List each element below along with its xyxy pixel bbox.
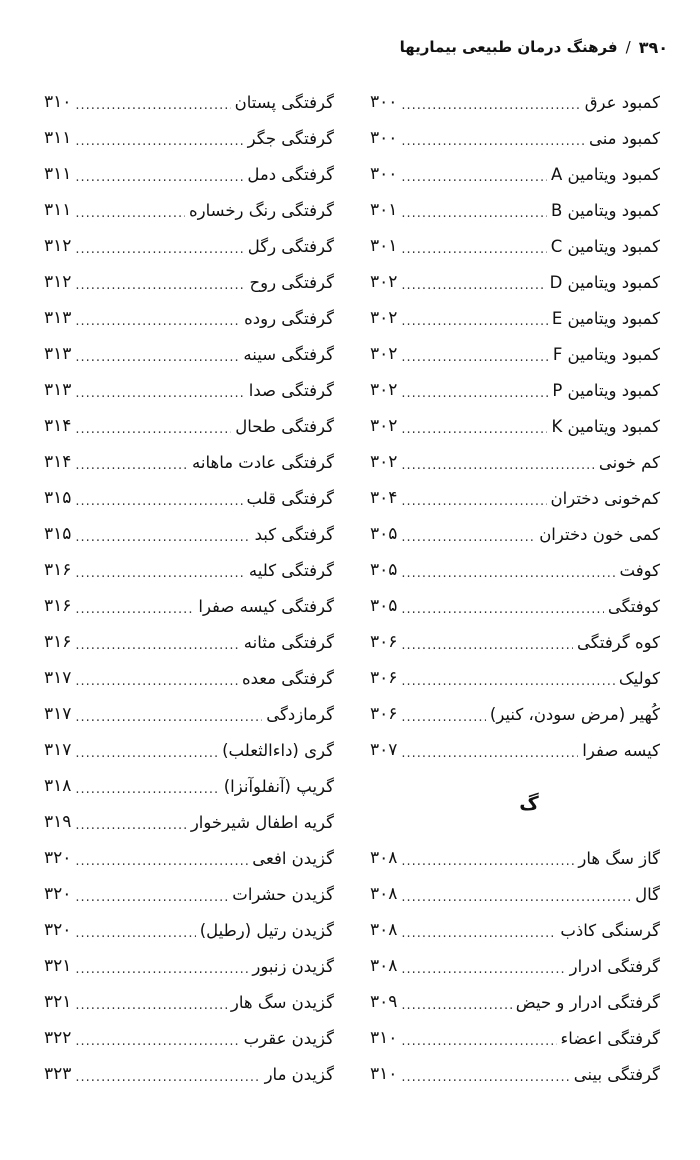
entry-term: کوفتگی	[607, 596, 660, 616]
dot-leader	[401, 458, 594, 473]
entry-term: گرمازدگی	[266, 704, 334, 724]
index-entry	[370, 1056, 660, 1092]
index-entry	[370, 300, 660, 336]
dot-leader	[75, 710, 262, 725]
entry-term: کم خونی	[598, 452, 660, 472]
index-entry	[44, 336, 334, 372]
entry-term: گرفتگی قلب	[246, 488, 334, 508]
entry-page-number: ۳۰۲	[370, 416, 398, 436]
entry-term: کمبود ویتامین E	[551, 308, 660, 328]
entry-term: گرفتگی عادت ماهانه	[192, 452, 334, 472]
index-entry	[370, 876, 660, 912]
entry-term: گرفتگی طحال	[235, 416, 334, 436]
entry-term: کمبود ویتامین P	[552, 380, 660, 400]
index-entry	[370, 228, 660, 264]
index-entry	[44, 660, 334, 696]
entry-page-number: ۳۰۵	[370, 524, 398, 544]
dot-leader	[75, 134, 243, 149]
dot-leader	[401, 494, 546, 509]
dot-leader	[75, 566, 245, 581]
dot-leader	[401, 314, 547, 329]
section-letter: گ	[519, 793, 539, 815]
entry-term: کمبود ویتامین C	[550, 236, 660, 256]
index-entry	[370, 336, 660, 372]
entry-page-number: ۳۰۶	[370, 632, 398, 652]
dot-leader	[401, 206, 547, 221]
section-letter-heading	[370, 768, 660, 840]
index-entry	[44, 372, 334, 408]
index-entry	[44, 408, 334, 444]
entry-term: کیسه صفرا	[582, 740, 660, 760]
entry-page-number: ۳۱۵	[44, 488, 72, 508]
book-title: فرهنگ درمان طبیعی بیماریها	[399, 38, 618, 56]
entry-term: گری (داءالثعلب)	[222, 740, 334, 760]
entry-page-number: ۳۰۰	[370, 164, 398, 184]
entry-term: گزیدن عقرب	[243, 1028, 334, 1048]
dot-leader	[75, 854, 248, 869]
entry-page-number: ۳۱۰	[370, 1028, 398, 1048]
entry-page-number: ۳۱۱	[44, 200, 72, 220]
entry-term: گرفتگی رنگ رخساره	[188, 200, 334, 220]
entry-page-number: ۳۰۲	[370, 308, 398, 328]
entry-term: گرفتگی ادرار و حیض	[515, 992, 660, 1012]
entry-term: کوفت	[619, 560, 660, 580]
entry-page-number: ۳۰۰	[370, 92, 398, 112]
entry-page-number: ۳۱۴	[44, 416, 72, 436]
index-entry	[370, 912, 660, 948]
dot-leader	[75, 890, 228, 905]
dot-leader	[75, 422, 231, 437]
entry-page-number: ۳۱۲	[44, 236, 72, 256]
dot-leader	[401, 998, 511, 1013]
entry-page-number: ۳۰۲	[370, 452, 398, 472]
entry-page-number: ۳۰۹	[370, 992, 398, 1012]
entry-page-number: ۳۲۰	[44, 920, 72, 940]
dot-leader	[75, 746, 218, 761]
index-entry	[44, 768, 334, 804]
entry-term: گرفتگی کبد	[254, 524, 334, 544]
index-entry	[370, 120, 660, 156]
dot-leader	[75, 458, 188, 473]
dot-leader	[401, 602, 603, 617]
entry-term: گرفتگی جگر	[247, 128, 334, 148]
dot-leader	[401, 1034, 556, 1049]
entry-page-number: ۳۰۵	[370, 560, 398, 580]
index-entry	[44, 624, 334, 660]
entry-term: گزیدن زنبور	[252, 956, 334, 976]
dot-leader	[401, 638, 573, 653]
entry-page-number: ۳۰۵	[370, 596, 398, 616]
entry-term: کمی خون دختران	[539, 524, 660, 544]
entry-term: کمبود ویتامین A	[551, 164, 660, 184]
entry-term: گزیدن سگ هار	[230, 992, 334, 1012]
dot-leader	[75, 674, 238, 689]
index-column-right	[370, 84, 660, 1092]
page-number: ۳۹۰	[638, 37, 668, 57]
entry-page-number: ۳۲۰	[44, 884, 72, 904]
dot-leader	[401, 1070, 569, 1085]
dot-leader	[401, 98, 580, 113]
index-entry	[44, 120, 334, 156]
entry-page-number: ۳۰۶	[370, 668, 398, 688]
index-entry	[44, 156, 334, 192]
entry-term: گاز سگ هار	[578, 848, 660, 868]
dot-leader	[75, 206, 185, 221]
index-entry	[370, 84, 660, 120]
dot-leader	[75, 638, 239, 653]
entry-term: گریه اطفال شیرخوار	[190, 812, 334, 832]
entry-page-number: ۳۱۹	[44, 812, 72, 832]
dot-leader	[401, 566, 615, 581]
dot-leader	[75, 1070, 260, 1085]
index-entry	[370, 516, 660, 552]
entry-term: گریپ (آنفلوآنزا)	[223, 776, 334, 796]
dot-leader	[401, 278, 545, 293]
dot-leader	[75, 602, 194, 617]
entry-term: کم‌خونی دختران	[550, 488, 660, 508]
entry-term: گرفتگی کلیه	[248, 560, 334, 580]
entry-term: گزیدن رتیل (رطیل)	[199, 920, 334, 940]
index-entry	[44, 480, 334, 516]
entry-page-number: ۳۰۱	[370, 200, 398, 220]
entry-term: گزیدن افعی	[252, 848, 334, 868]
dot-leader	[75, 818, 186, 833]
index-entry	[370, 588, 660, 624]
index-entry	[44, 948, 334, 984]
entry-term: کمبود ویتامین B	[550, 200, 660, 220]
entry-term: گرفتگی مثانه	[243, 632, 334, 652]
entry-term: گرفتگی سینه	[243, 344, 334, 364]
index-entry	[44, 552, 334, 588]
entry-page-number: ۳۰۸	[370, 848, 398, 868]
entry-page-number: ۳۱۲	[44, 272, 72, 292]
dot-leader	[401, 746, 578, 761]
dot-leader	[75, 494, 242, 509]
entry-page-number: ۳۱۳	[44, 380, 72, 400]
dot-leader	[401, 962, 565, 977]
index-entry	[370, 552, 660, 588]
entry-page-number: ۳۰۷	[370, 740, 398, 760]
entry-page-number: ۳۱۷	[44, 668, 72, 688]
dot-leader	[401, 890, 631, 905]
entry-term: کمبود ویتامین D	[549, 272, 660, 292]
dot-leader	[75, 314, 240, 329]
entry-term: گرفتگی رگل	[247, 236, 334, 256]
entry-term: کوه گرفتگی	[577, 632, 660, 652]
entry-page-number: ۳۱۷	[44, 740, 72, 760]
dot-leader	[401, 854, 574, 869]
index-entry	[370, 1020, 660, 1056]
index-entry	[370, 372, 660, 408]
dot-leader	[75, 1034, 239, 1049]
entry-page-number: ۳۰۲	[370, 380, 398, 400]
entry-page-number: ۳۱۱	[44, 128, 72, 148]
entry-term: کمبود عرق	[584, 92, 660, 112]
entry-page-number: ۳۱۷	[44, 704, 72, 724]
entry-term: گرفتگی پستان	[234, 92, 334, 112]
dot-leader	[75, 350, 239, 365]
index-entry	[370, 732, 660, 768]
entry-page-number: ۳۰۱	[370, 236, 398, 256]
index-entry	[44, 588, 334, 624]
running-header	[28, 34, 668, 60]
dot-leader	[75, 782, 219, 797]
entry-page-number: ۳۲۲	[44, 1028, 72, 1048]
entry-page-number: ۳۱۳	[44, 308, 72, 328]
index-entry	[44, 264, 334, 300]
entry-page-number: ۳۰۲	[370, 272, 398, 292]
entry-term: کمبود ویتامین F	[552, 344, 660, 364]
entry-page-number: ۳۰۲	[370, 344, 398, 364]
index-entry	[44, 1020, 334, 1056]
index-entry	[370, 948, 660, 984]
index-entry	[44, 1056, 334, 1092]
entry-page-number: ۳۱۶	[44, 632, 72, 652]
dot-leader	[75, 98, 230, 113]
dot-leader	[75, 530, 250, 545]
dot-leader	[401, 170, 547, 185]
index-entry	[370, 660, 660, 696]
dot-leader	[401, 386, 548, 401]
dot-leader	[75, 242, 243, 257]
entry-page-number: ۳۱۶	[44, 560, 72, 580]
index-entry	[44, 444, 334, 480]
dot-leader	[401, 926, 556, 941]
entry-page-number: ۳۱۳	[44, 344, 72, 364]
index-entry	[370, 408, 660, 444]
entry-page-number: ۳۱۵	[44, 524, 72, 544]
entry-page-number: ۳۲۳	[44, 1064, 72, 1084]
entry-page-number: ۳۱۰	[44, 92, 72, 112]
entry-page-number: ۳۰۰	[370, 128, 398, 148]
entry-page-number: ۳۰۸	[370, 920, 398, 940]
entry-term: گرسنگی کاذب	[560, 920, 660, 940]
entry-page-number: ۳۰۴	[370, 488, 398, 508]
entry-term: گرفتگی روح	[249, 272, 334, 292]
dot-leader	[401, 674, 614, 689]
entry-term: گرفتگی بینی	[573, 1064, 660, 1084]
entry-term: گزیدن مار	[264, 1064, 334, 1084]
entry-term: کمبود ویتامین K	[551, 416, 660, 436]
index-entry	[44, 696, 334, 732]
index-column-left	[44, 84, 334, 1092]
dot-leader	[75, 170, 243, 185]
index-entry	[44, 192, 334, 228]
entry-page-number: ۳۰۸	[370, 884, 398, 904]
entry-term: گرفتگی دمل	[247, 164, 334, 184]
entry-page-number: ۳۱۰	[370, 1064, 398, 1084]
index-entry	[370, 840, 660, 876]
entry-page-number: ۳۰۶	[370, 704, 398, 724]
entry-term: گرفتگی روده	[244, 308, 334, 328]
index-entry	[44, 876, 334, 912]
dot-leader	[401, 530, 535, 545]
index-entry	[44, 984, 334, 1020]
index-entry	[44, 516, 334, 552]
index-entry	[44, 228, 334, 264]
dot-leader	[75, 926, 195, 941]
index-entry	[44, 804, 334, 840]
entry-page-number: ۳۱۴	[44, 452, 72, 472]
dot-leader	[401, 134, 585, 149]
dot-leader	[401, 422, 547, 437]
header-separator: /	[625, 38, 631, 56]
index-entry	[370, 156, 660, 192]
index-entry	[44, 84, 334, 120]
index-entry	[370, 444, 660, 480]
entry-page-number: ۳۱۸	[44, 776, 72, 796]
dot-leader	[75, 998, 226, 1013]
index-entry	[44, 300, 334, 336]
entry-page-number: ۳۲۱	[44, 956, 72, 976]
dot-leader	[75, 386, 244, 401]
entry-page-number: ۳۲۱	[44, 992, 72, 1012]
dot-leader	[401, 710, 485, 725]
entry-term: گرفتگی معده	[241, 668, 334, 688]
entry-term: گزیدن حشرات	[232, 884, 334, 904]
dot-leader	[401, 350, 548, 365]
entry-term: گرفتگی کیسه صفرا	[198, 596, 334, 616]
entry-page-number: ۳۱۶	[44, 596, 72, 616]
dot-leader	[75, 278, 245, 293]
dot-leader	[401, 242, 546, 257]
index-entry	[370, 696, 660, 732]
entry-page-number: ۳۱۱	[44, 164, 72, 184]
index-entry	[370, 192, 660, 228]
entry-term: کُهیر (مرض سودن، کنیر)	[489, 704, 660, 724]
index-entry	[370, 624, 660, 660]
entry-term: گال	[635, 884, 660, 904]
index-entry	[370, 984, 660, 1020]
entry-term: گرفتگی ادرار	[569, 956, 660, 976]
index-entry	[44, 912, 334, 948]
entry-term: کولیک	[618, 668, 660, 688]
dot-leader	[75, 962, 248, 977]
entry-term: کمبود منی	[588, 128, 660, 148]
entry-term: گرفتگی اعضاء	[560, 1028, 660, 1048]
entry-term: گرفتگی صدا	[248, 380, 334, 400]
index-entry	[370, 264, 660, 300]
index-entry	[44, 732, 334, 768]
index-entry	[44, 840, 334, 876]
entry-page-number: ۳۰۸	[370, 956, 398, 976]
entry-page-number: ۳۲۰	[44, 848, 72, 868]
index-entry	[370, 480, 660, 516]
